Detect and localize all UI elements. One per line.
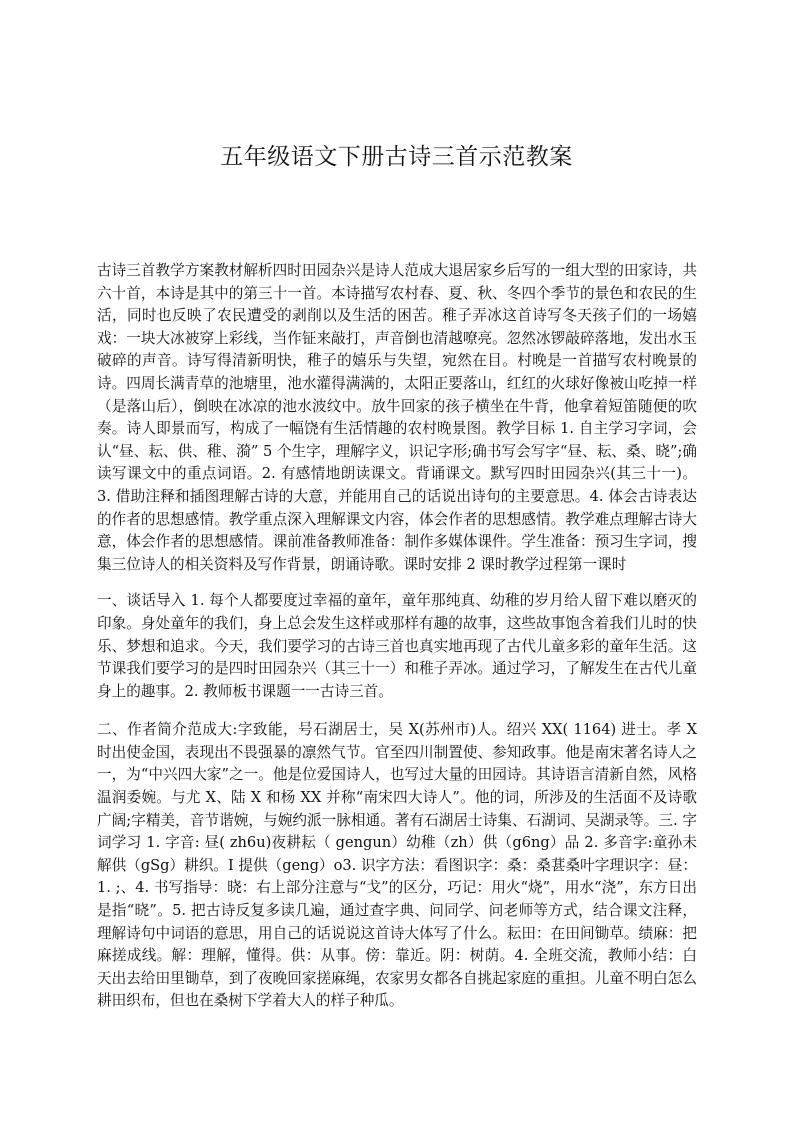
document-body	[97, 260, 697, 1013]
paragraph-author-and-vocabulary: 二、作者简介范成大:字致能，号石湖居士，吴 X(苏州市)人。绍兴 XX( 1164) 进士。孝 X 时出使金国，表现出不畏强暴的凛然气节。官至四川制置使、参知政事。他是南宋著名诗人之一，为“中兴四大家”之一。他是位爱国诗人，也写过大量的田园诗。其诗语言清新自然，风格温润委婉。与尤 X、陆 X 和杨 XX 并称“南宋四大诗人”。他的词，所涉及的生活面不及诗歌广阔;字精美，音节谐婉，与婉约派一脉相通。著有石湖居士诗集、石湖词、吴湖录等。三. 字词学习 1. 字音: 昼( zh6u)夜耕耘（ gengun）幼稚（zh）供（g6ng）品 2. 多音字:童孙未解供（gSg）耕织。I 提供（geng）o3. 识字方法：看图识字：桑：桑葚桑叶字理识字：昼：1. ;、4. 书写指导：晓：右上部分注意与“戈”的区分，巧记：用火“烧”，用水“浇”，东方日出是指“晓”。5. 把古诗反复多读几遍，通过查字典、问同学、问老师等方式，结合课文注释，理解诗句中词语的意思，用自己的话说说这首诗大体写了什么。耘田：在田间锄草。绩麻：把麻搓成线。解：理解，懂得。供：从事。傍：靠近。阴：树荫。4. 全班交流，教师小结：白天出去给田里锄草，到了夜晚回家搓麻绳，农家男女都各自挑起家庭的重担。儿童不明白怎么耕田织布，但也在桑树下学着大人的样子种瓜。	[97, 721, 697, 1010]
paragraph-lesson-plan-overview: 古诗三首教学方案教材解析四时田园杂兴是诗人范成大退居家乡后写的一组大型的田家诗，共六十首，本诗是其中的第三十一首。本诗描写农村春、夏、秋、冬四个季节的景色和农民的生活，同时也反映了农民遭受的剥削以及生活的困苦。稚子弄冰这首诗写冬天孩子们的一场嬉戏：一块大冰被穿上彩线，当作钲来敲打，声音倒也清越嘹亮。忽然冰锣敲碎落地，发出水玉破碎的声音。诗写得清新明快，稚子的嬉乐与失望，宛然在目。村晚是一首描写农村晚景的诗。四周长满青草的池塘里，池水灌得满满的，太阳正要落山，红红的火球好像被山吃掉一样（是落山后），倒映在冰凉的池水波纹中。放牛回家的孩子横坐在牛背，他拿着短笛随便的吹奏。诗人即景而写，构成了一幅饶有生活情趣的农村晚景图。教学目标 1. 自主学习字词，会认“昼、耘、供、稚、漪” 5 个生字，理解字义，识记字形;确书写会写字“昼、耘、桑、晓”;确读写课文中的重点词语。2. 有感情地朗读课文。背诵课文。默写四时田园杂兴(其三十一)。 3. 借助注释和插图理解古诗的大意，并能用自己的话说出诗句的主要意思。4. 体会古诗表达的作者的思想感情。教学重点深入理解课文内容，体会作者的思想感情。教学难点理解古诗大意，体会作者的思想感情。课前准备教师准备：制作多媒体课件。学生准备：预习生字词，搜集三位诗人的相关资料及写作背景，朗诵诗歌。课时安排 2 课时教学过程第一课时	[97, 262, 697, 573]
document-title: 五年级语文下册古诗三首示范教案	[220, 144, 573, 170]
paragraph-introduction: 一、谈话导入 1. 每个人都要度过幸福的童年，童年那纯真、幼稚的岁月给人留下难以磨灭的印象。身处童年的我们，身上总会发生这样或那样有趣的故事，这些故事饱含着我们儿时的快乐、梦想和追求。今天，我们要学习的古诗三首也真实地再现了古代儿童多彩的童年生活。这节课我们要学习的是四时田园杂兴（其三十一）和稚子弄冰。通过学习，了解发生在古代儿童身上的趣事。2. 教师板书课题一一古诗三首。	[97, 592, 697, 700]
